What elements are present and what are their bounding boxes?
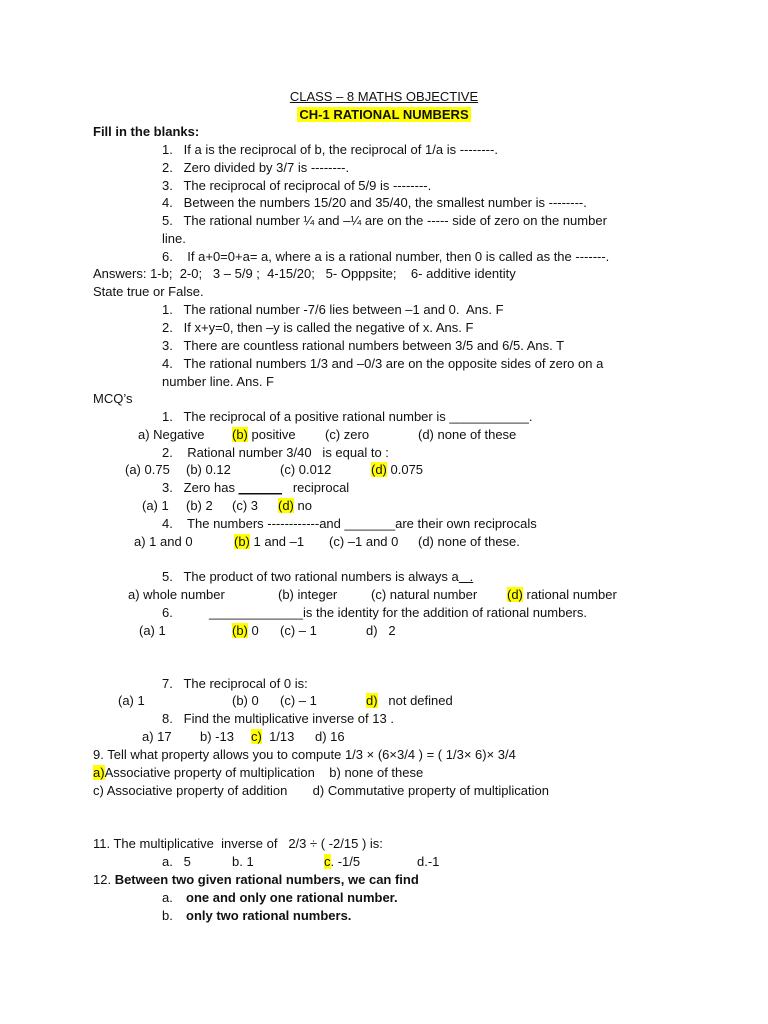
option-text: . -1/5 bbox=[330, 854, 361, 869]
answer-highlight: (b) bbox=[234, 534, 250, 549]
option-text: no bbox=[293, 498, 312, 513]
question-text: reciprocal bbox=[282, 480, 350, 495]
mcq-option: (d) none of these. bbox=[418, 534, 520, 549]
mcq-question-4: 4. The numbers ------------and _______are their own reciprocals bbox=[162, 516, 537, 531]
mcq-question-2: 2. Rational number 3/40 is equal to : bbox=[162, 445, 389, 460]
answer-highlight: (d) bbox=[278, 498, 294, 513]
true-false-heading: State true or False. bbox=[93, 284, 204, 299]
mcq-option-answer bbox=[234, 535, 304, 548]
mcq-option: (a) 0.75 bbox=[125, 462, 170, 477]
true-false-item: 4. The rational numbers 1/3 and –0/3 are on the opposite sides of zero on a bbox=[162, 356, 604, 371]
mcq-option: (c) – 1 bbox=[280, 623, 317, 638]
blank: . bbox=[458, 569, 474, 584]
mcq-option: (d) none of these bbox=[418, 427, 517, 442]
mcq-option-answer bbox=[324, 855, 360, 868]
mcq-option: a) 17 bbox=[142, 729, 172, 744]
mcq-option: (c) natural number bbox=[371, 587, 478, 602]
mcq-option: (c) – 1 bbox=[280, 693, 317, 708]
mcq-option: d.-1 bbox=[417, 854, 440, 869]
answer-highlight: (b) bbox=[232, 623, 248, 638]
blank: _____________ bbox=[209, 605, 303, 620]
mcq-option-answer bbox=[371, 463, 423, 476]
chapter-title-text: CH-1 RATIONAL NUMBERS bbox=[299, 107, 469, 122]
mcq-option-answer bbox=[366, 694, 453, 707]
mcq-option: a) whole number bbox=[128, 587, 225, 602]
fill-blank-item: 4. Between the numbers 15/20 and 35/40, the smallest number is --------. bbox=[162, 195, 587, 210]
mcq-option: (b) integer bbox=[278, 587, 338, 602]
fill-blank-item: 2. Zero divided by 3/7 is --------. bbox=[162, 160, 350, 175]
fill-blank-item: 1. If a is the reciprocal of b, the reciprocal of 1/a is --------. bbox=[162, 142, 498, 157]
fill-blank-item-continued: line. bbox=[162, 231, 186, 246]
true-false-item: 2. If x+y=0, then –y is called the negative of x. Ans. F bbox=[162, 320, 474, 335]
mcq-question-12 bbox=[93, 873, 419, 886]
answer-highlight: (b) bbox=[232, 427, 248, 442]
option-text: 0 bbox=[247, 623, 259, 638]
mcq-option: a. 5 bbox=[162, 854, 191, 869]
question-number: 12. bbox=[93, 872, 115, 887]
mcq-option: (a) 1 bbox=[118, 693, 145, 708]
mcq-question-6 bbox=[209, 606, 587, 619]
mcq-option: b. 1 bbox=[232, 854, 254, 869]
mcq-option: a) Negative bbox=[138, 427, 205, 442]
answer-highlight: c bbox=[324, 854, 331, 869]
question-text: is the identity for the addition of rational numbers. bbox=[303, 605, 587, 620]
option-text: Associative property of multiplication b) none of these bbox=[104, 765, 424, 780]
mcq-option-answer bbox=[278, 499, 312, 512]
mcq-question-11: 11. The multiplicative inverse of 2/3 ÷ ( -2/15 ) is: bbox=[93, 836, 383, 851]
option-text: 0.075 bbox=[386, 462, 424, 477]
mcq-option: one and only one rational number. bbox=[186, 890, 398, 905]
question-text: 3. Zero has bbox=[162, 480, 235, 495]
mcq-option: only two rational numbers. bbox=[186, 908, 352, 923]
mcq-option: (a) 1 bbox=[139, 623, 166, 638]
chapter-title bbox=[0, 108, 768, 121]
mcq-option-label: b. bbox=[162, 908, 173, 923]
mcq-option: b) -13 bbox=[200, 729, 234, 744]
true-false-item-continued: number line. Ans. F bbox=[162, 374, 274, 389]
mcq-option: (b) 2 bbox=[186, 498, 213, 513]
document-title: CLASS – 8 MATHS OBJECTIVE bbox=[289, 89, 479, 104]
mcq-option: (b) 0 bbox=[232, 693, 259, 708]
answer-highlight: a) bbox=[93, 765, 105, 780]
mcq-question-1: 1. The reciprocal of a positive rational number is ___________. bbox=[162, 409, 533, 424]
mcq-option-answer bbox=[232, 428, 296, 441]
option-text: 1/13 bbox=[261, 729, 295, 744]
answer-highlight: d) bbox=[366, 693, 378, 708]
mcq-option-label: a. bbox=[162, 890, 173, 905]
mcq-option-answer bbox=[507, 588, 617, 601]
mcq-option: (c) 0.012 bbox=[280, 462, 332, 477]
true-false-item: 3. There are countless rational numbers between 3/5 and 6/5. Ans. T bbox=[162, 338, 565, 353]
mcq-option: a) 1 and 0 bbox=[134, 534, 193, 549]
blank: ______ bbox=[238, 480, 282, 495]
mcq-option: (c) –1 and 0 bbox=[329, 534, 399, 549]
mcq-question-3 bbox=[162, 481, 349, 494]
true-false-item: 1. The rational number -7/6 lies between –1 and 0. Ans. F bbox=[162, 302, 504, 317]
option-text: rational number bbox=[522, 587, 617, 602]
answer-highlight: (d) bbox=[507, 587, 523, 602]
mcq-option: (c) zero bbox=[325, 427, 370, 442]
option-text: not defined bbox=[377, 693, 453, 708]
mcq-option: d) 16 bbox=[315, 729, 345, 744]
fill-blanks-heading: Fill in the blanks: bbox=[93, 124, 200, 139]
mcq-option: d) 2 bbox=[366, 623, 396, 638]
option-text: positive bbox=[247, 427, 296, 442]
fill-blank-item: 3. The reciprocal of reciprocal of 5/9 is --------. bbox=[162, 178, 432, 193]
mcq-question-8: 8. Find the multiplicative inverse of 13 . bbox=[162, 711, 394, 726]
question-text: Between two given rational numbers, we can find bbox=[114, 872, 419, 887]
mcq-option-answer bbox=[251, 730, 294, 743]
mcq-question-9: 9. Tell what property allows you to compute 1/3 × (6×3/4 ) = ( 1/3× 6)× 3/4 bbox=[93, 747, 516, 762]
answer-highlight: (d) bbox=[371, 462, 387, 477]
mcq-heading: MCQ’s bbox=[93, 391, 133, 406]
mcq-option: (a) 1 bbox=[142, 498, 169, 513]
fill-blanks-answers: Answers: 1-b; 2-0; 3 – 5/9 ; 4-15/20; 5- Opppsite; 6- additive identity bbox=[93, 266, 516, 281]
mcq-option: (b) 0.12 bbox=[186, 462, 231, 477]
question-text: 5. The product of two rational numbers is always a bbox=[162, 569, 459, 584]
mcq-option: (c) 3 bbox=[232, 498, 258, 513]
mcq-option: c) Associative property of addition d) Commutative property of multiplication bbox=[93, 783, 549, 798]
option-text: 1 and –1 bbox=[249, 534, 305, 549]
answer-highlight: c) bbox=[251, 729, 262, 744]
mcq-question-7: 7. The reciprocal of 0 is: bbox=[162, 676, 308, 691]
mcq-option-answer bbox=[232, 624, 259, 637]
fill-blank-item: 5. The rational number ¼ and –¼ are on the ----- side of zero on the number bbox=[162, 213, 607, 228]
mcq-option-answer bbox=[93, 766, 423, 779]
mcq-question-5 bbox=[162, 570, 473, 583]
fill-blank-item: 6. If a+0=0+a= a, where a is a rational number, then 0 is called as the -------. bbox=[162, 249, 610, 264]
mcq-question-6-number: 6. bbox=[162, 605, 173, 620]
